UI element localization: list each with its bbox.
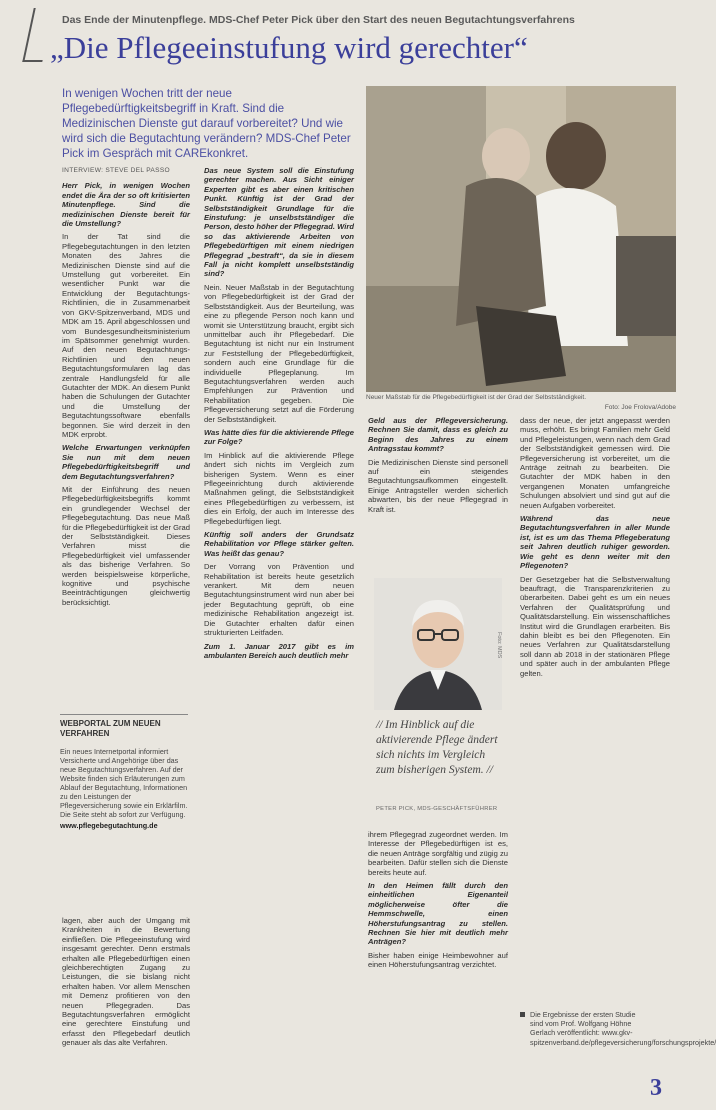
- photo-caption: Neuer Maßstab für die Pflegebedürftigkeit ist der Grad der Selbstständigkeit.: [366, 394, 587, 401]
- article-kicker: Das Ende der Minutenpflege. MDS-Chef Peter Pick über den Start des neuen Begutachtungsverfahrens: [62, 14, 575, 26]
- answer: Der Gesetzgeber hat die Selbstverwaltung beauftragt, die Transparenzkriterien zu überarbeiten. Dabei geht es um ein neues Verfahren der Qualitätsprüfung und Qualitätsdarstellung. Ein wissenschaftliches Institut wird die Grundlagen erarbeiten. Bis dahin bleibt es bei den Pflegenoten. Ein neues Verfahren zur Qualitätsdarstellung soll dann ab 2018 in der stationären Pflege und später auch in der ambulanten Pflege gelten.: [520, 574, 670, 678]
- column-3-continued: [368, 830, 508, 1102]
- infobox-text: Ein neues Internetportal informiert Versicherte und Angehörige über das neue Begutachtungsverfahren. Auf der Website finden sich Erläuterungen zum Ablauf der Begutachtung, Informationen zu den Leistungen der Pflegeversicherung sowie ein Erklärfilm. Die Seite steht ab sofort zur Verfügung.: [60, 747, 188, 819]
- answer: In der Tat sind die Pflegebegutachtungen in den letzten Monaten des Jahres die Medizinischen Dienste sind auf die Umstellung gut vorbereitet. Ein wesentlicher Punkt war die Entwicklung der Begutachtungs-Richtlinien, die in Zusammenarbeit von GKV-Spitzenverband, MDS und MDK am 15. April abgeschlossen und vom Bundesgesundheitsministerium im Spätsommer genehmigt wurden. Auf den neuen Begutachtungs-Richtlinien und den neuen Begutachtungsformularen lag das zentrale Handlungsfeld für alle Gutachter der MDK. An diesem Punkt haben die Schulungen der Gutachter und die Umstellung der Begutachtungssoftware ebenfalls begonnen. Sie wird derzeit in den MDK erprobt.: [62, 232, 190, 439]
- portrait-credit: Foto: MDS: [496, 632, 502, 659]
- answer: lagen, aber auch der Umgang mit Krankheiten in die Bewertung einfließen. Die Pflegeeinstufung wird insgesamt gerechter. Denn erstmals erhalten alle Pflegebedürftigen einen gleichberechtigten Zugang zu Leistungen, die sie bislang nicht erhalten haben. Vor allem Menschen mit Demenz profitieren von den neuen Pflegegraden. Das Begutachtungsverfahren ermöglicht eine gerechtere Einstufung und erfasst den Pflegebedarf deutlich genauer als das alte Verfahren.: [62, 916, 190, 1048]
- article-headline: „Die Pflegeeinstufung wird gerechter“: [50, 30, 528, 65]
- pull-quote-source: PETER PICK, MDS-GESCHÄFTSFÜHRER: [376, 806, 498, 812]
- question: Während das neue Begutachtungsverfahren in aller Munde ist, ist es um das Thema Pflegeberatung seit Jahren deutlich ruhiger geworden. Wie geht es denn weiter mit den Pflegenoten?: [520, 514, 670, 571]
- question: Das neue System soll die Einstufung gerechter machen. Aus Sicht einiger Experten gibt es aber einen kritischen Punkt. Künftig ist der Grad der Selbstständigkeit Grundlage für die Einstufung: je unselbstständiger die Person, desto höher der Pflegegrad. Wird so das aktivierende Arbeiten von Pflegebedürftigen mit einem niedrigen Pflegegrad „bestraft“, da sie in diesem Fall ja nicht komplett unselbstständig sind?: [204, 166, 354, 279]
- question: Welche Erwartungen verknüpfen Sie nun mit dem neuen Pflegebedürftigkeitsbegriff und dem Begutachtungsverfahren?: [62, 443, 190, 481]
- webportal-infobox: [60, 714, 188, 915]
- column-1-continued: [62, 916, 190, 1102]
- answer: dass der neue, der jetzt angepasst werden muss, erhöht. Es bringt Familien mehr Geld und Pflegeleistungen, wenn nach dem Grad der Selbstständigkeit gemessen wird. Die Pflegeversicherung ist vorbereitet, um die Anträge zeitnah zu bearbeiten. Die Gutachter der MDK haben in den vergangenen Monaten umfangreiche Schulungen absolviert und sind gut auf die neuen Aufgaben vorbereitet.: [520, 416, 670, 510]
- pull-quote: // Im Hinblick auf die aktivierende Pflege ändert sich nichts im Vergleich zum bisherigen System. //: [376, 719, 498, 776]
- infobox-title: WEBPORTAL ZUM NEUEN VERFAHREN: [60, 719, 161, 738]
- portrait-peter-pick: [374, 578, 502, 710]
- answer: Im Hinblick auf die aktivierende Pflege ändert sich nichts im Vergleich zum bisherigen System. Wenn es einer Pflegeeinrichtung durch aktivierende Maßnahmen gelingt, die Selbstständigkeit eines Pflegebedürftigen zu verbessern, ist dies ein Erfolg, der auch im Interesse des Pflegebedürftigen liegt.: [204, 450, 354, 526]
- article-lead: In wenigen Wochen tritt der neue Pflegebedürftigkeitsbegriff in Kraft. Sind die Medizinischen Dienste gut darauf vorbereitet? Und wie wird sich die Begutachtung verändern? MDS-Chef Peter Pick im Gespräch mit CAREkonkret.: [62, 87, 351, 160]
- portrait-photo: [374, 578, 502, 710]
- question: Künftig soll anders der Grundsatz Rehabilitation vor Pflege stärker gelten. Was heißt das genau?: [204, 530, 354, 558]
- answer: Die Medizinischen Dienste sind personell auf ein steigendes Begutachtungsaufkommen eingestellt. Einige Antragsteller werden sicherlich abwarten, bis der neue Pflegegrad in Kraft ist.: [368, 457, 508, 514]
- photo-caregiver-scene: [366, 86, 676, 392]
- column-2: [204, 166, 354, 1102]
- question: Herr Pick, in wenigen Wochen endet die Ära der so oft kritisierten Minutenpflege. Sind die medizinischen Dienste bereit für die Umstellung?: [62, 181, 190, 229]
- answer: Nein. Neuer Maßstab in der Begutachtung von Pflegebedürftigkeit ist der Grad der Selbstständigkeit. Aus der Beurteilung, was eine zu pflegende Person noch kann und womit sie Unterstützung braucht, ergibt sich unmittelbar auch ihr Pflegebedarf. Die Begutachtung ist nicht nur ein Instrument zur Feststellung der Pflegebedürftigkeit, sondern auch eine Grundlage für die individuelle Pflegeplanung. Im Begutachtungsverfahren werden auch Empfehlungen zur Prävention und Rehabilitation gegeben. Die Pflegeversicherung setzt auf die Förderung der Selbstständigkeit.: [204, 282, 354, 424]
- question: Geld aus der Pflegeversicherung. Rechnen Sie damit, dass es gleich zu Beginn des Jahres zu einem Antragsstau kommt?: [368, 416, 508, 454]
- answer: Mit der Einführung des neuen Pflegebedürftigkeitsbegriffs kommt ein grundlegender Wechsel der Pflegebegutachtung. Das neue Maß für die Pflegebedürftigkeit ist der Grad der Selbstständigkeit. Dieses Verfahren misst die Pflegebedürftigkeit viel umfassender als das bisherige Verfahren. So werden beispielsweise körperliche, kognitive und psychische Beeinträchtigungen gleichwertig berücksichtigt.: [62, 485, 190, 607]
- photo-credit: Foto: Joe Frolova/Adobe: [604, 404, 676, 411]
- page-number-mark: 3: [650, 1075, 662, 1101]
- answer: Bisher haben einige Heimbewohner auf einen Höherstufungsantrag verzichtet.: [368, 950, 508, 970]
- column-4: [520, 416, 670, 1002]
- answer: ihrem Pflegegrad zugeordnet werden. Im Interesse der Pflegebedürftigen ist es, die neuen Anträge sorgfältig und zügig zu bearbeiten. Dafür stellen sich die Dienste bereits heute auf.: [368, 830, 508, 877]
- question: In den Heimen fällt durch den einheitlichen Eigenanteil möglicherweise öfter die Hemmschwelle, einen Höherstufungsantrag zu stellen. Rechnen Sie hier mit deutlich mehr Anträgen?: [368, 881, 508, 947]
- column-1: [62, 166, 190, 706]
- infobox-url[interactable]: www.pflegebegutachtung.de: [60, 821, 158, 830]
- column-3: [368, 416, 508, 572]
- study-note: Die Ergebnisse der ersten Studie sind vom Prof. Wolfgang Höhne Gerlach veröffentlicht: www.gkv-spitzenverband.de/pflegeversicherung/forschungsprojekte/: [530, 1010, 716, 1047]
- question: Was hätte dies für die aktivierende Pflege zur Folge?: [204, 427, 354, 447]
- interview-byline: INTERVIEW: STEVE DEL PASSO: [62, 167, 170, 174]
- answer: Der Vorrang von Prävention und Rehabilitation ist bereits heute gesetzlich verankert. Mit dem neuen Begutachtungsinstrument wird nun aber bei jeder Begutachtung geprüft, ob eine medizinische Rehabilitation angezeigt ist. Die Gutachter erhalten dafür einen strukturierten Leitfaden.: [204, 562, 354, 638]
- question: Zum 1. Januar 2017 gibt es im ambulanten Bereich auch deutlich mehr: [204, 641, 354, 660]
- article-photo: [366, 86, 676, 392]
